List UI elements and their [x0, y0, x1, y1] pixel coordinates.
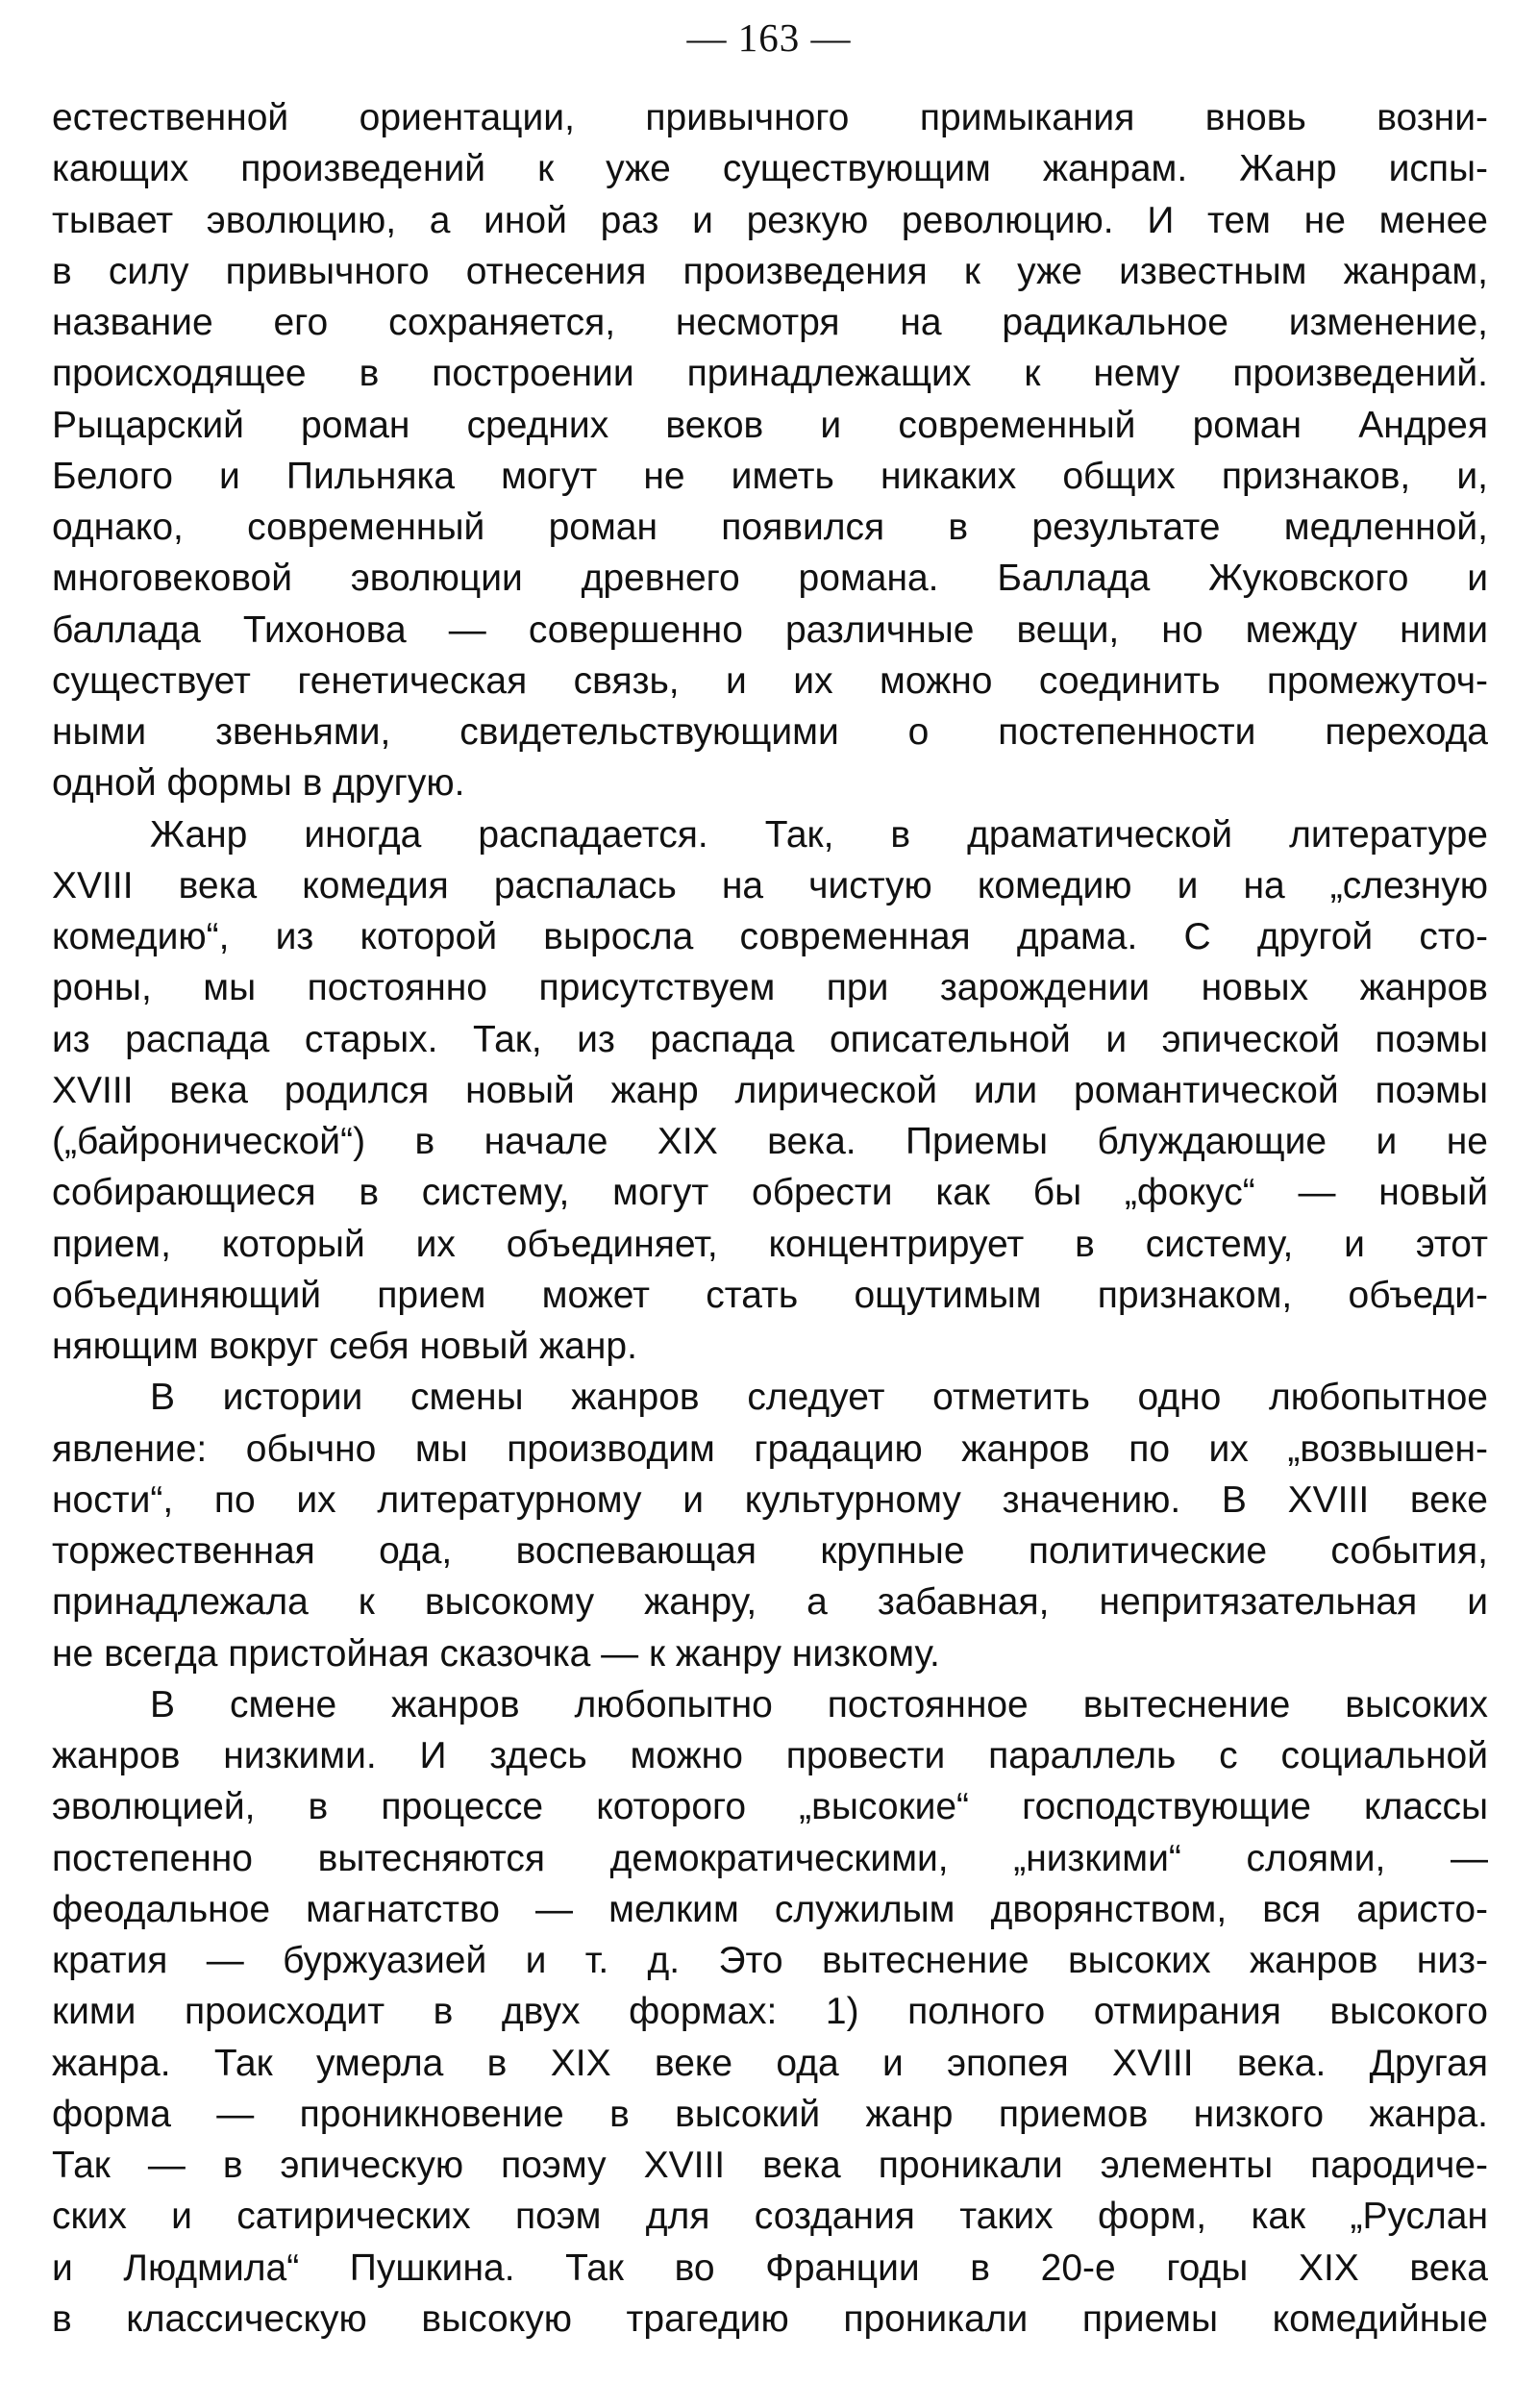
text-line: эволюцией, в процессе которого „высокие“ господствующие классы [52, 1786, 1488, 1828]
text-line: в классическую высокую трагедию проникали приемы комедийные [52, 2297, 1488, 2340]
text-line: и Людмила“ Пушкина. Так во Франции в 20-е годы XIX века [52, 2247, 1488, 2289]
text-line: торжественная ода, воспевающая крупные политические события, [52, 1530, 1488, 1572]
text-line: в силу привычного отнесения произведения к уже известным жанрам, [52, 250, 1488, 292]
text-line: комедию“, из которой выросла современная драма. С другой сто- [52, 916, 1488, 957]
text-line: („байронической“) в начале XIX века. Приемы блуждающие и не [52, 1121, 1488, 1162]
page-number: — 163 — [686, 15, 852, 60]
text-line: естественной ориентации, привычного примыкания вновь возни- [52, 97, 1488, 138]
text-line: происходящее в построении принадлежащих к нему произведений. [52, 353, 1488, 395]
body-text [52, 92, 1488, 2345]
text-line: прием, который их объединяет, концентрирует в систему, и этот [52, 1223, 1488, 1265]
text-line: В смене жанров любопытно постоянное вытеснение высоких [150, 1683, 1488, 1725]
text-line: форма — проникновение в высокий жанр приемов низкого жанра. [52, 2093, 1488, 2135]
text-line: кими происходит в двух формах: 1) полного отмирания высокого [52, 1991, 1488, 2033]
text-line: постепенно вытесняются демократическими, „низкими“ слоями, — [52, 1837, 1488, 1879]
text-line: принадлежала к высокому жанру, а забавная, непритязательная и [52, 1581, 1488, 1624]
text-line: Белого и Пильняка могут не иметь никаких общих признаков, и, [52, 455, 1488, 497]
text-line: феодальное магнатство — мелким служилым дворянством, вся аристо- [52, 1888, 1488, 1930]
text-line: Рыцарский роман средних веков и современный роман Андрея [52, 404, 1488, 446]
text-line: роны, мы постоянно присутствуем при зарождении новых жанров [52, 967, 1488, 1009]
text-line: явление: обычно мы производим градацию жанров по их „возвышен- [52, 1427, 1488, 1470]
text-line: многовековой эволюции древнего романа. Баллада Жуковского и [52, 558, 1488, 600]
text-line: однако, современный роман появился в результате медленной, [52, 507, 1488, 548]
text-line: XVIII века родился новый жанр лирической или романтической поэмы [52, 1069, 1488, 1111]
text-line: тывает эволюцию, а иной раз и резкую революцию. И тем не менее [52, 199, 1488, 241]
text-line: жанра. Так умерла в XIX веке ода и эпопея XVIII века. Другая [52, 2042, 1488, 2084]
text-line: кратия — буржуазией и т. д. Это вытеснение высоких жанров низ- [52, 1940, 1488, 1981]
text-line: не всегда пристойная сказочка — к жанру низкому. [52, 1632, 940, 1675]
text-line: ными звеньями, свидетельствующими о постепенности перехода [52, 711, 1488, 753]
text-line: XVIII века комедия распалась на чистую комедию и на „слезную [52, 864, 1488, 906]
text-line: няющим вокруг себя новый жанр. [52, 1326, 637, 1367]
text-line: В истории смены жанров следует отметить одно любопытное [150, 1377, 1488, 1419]
text-line: существует генетическая связь, и их можно соединить промежуточ- [52, 659, 1488, 702]
text-line: ности“, по их литературному и культурному значению. В XVIII веке [52, 1478, 1488, 1521]
text-line: название его сохраняется, несмотря на радикальное изменение, [52, 302, 1488, 343]
text-line: Жанр иногда распадается. Так, в драматической литературе [150, 813, 1488, 856]
text-line: собирающиеся в систему, могут обрести как бы „фокус“ — новый [52, 1172, 1488, 1214]
text-line: баллада Тихонова — совершенно различные вещи, но между ними [52, 608, 1488, 651]
text-line: Так — в эпическую поэму XVIII века проникали элементы пародиче- [52, 2145, 1488, 2186]
text-line: одной формы в другую. [52, 762, 465, 805]
text-line: кающих произведений к уже существующим жанрам. Жанр испы- [52, 148, 1488, 190]
text-line: объединяющий прием может стать ощутимым признаком, объеди- [52, 1274, 1488, 1316]
text-line: из распада старых. Так, из распада описательной и эпической поэмы [52, 1018, 1488, 1060]
text-line: ских и сатирических поэм для создания таких форм, как „Руслан [52, 2196, 1488, 2238]
text-line: жанров низкими. И здесь можно провести параллель с социальной [52, 1735, 1488, 1776]
